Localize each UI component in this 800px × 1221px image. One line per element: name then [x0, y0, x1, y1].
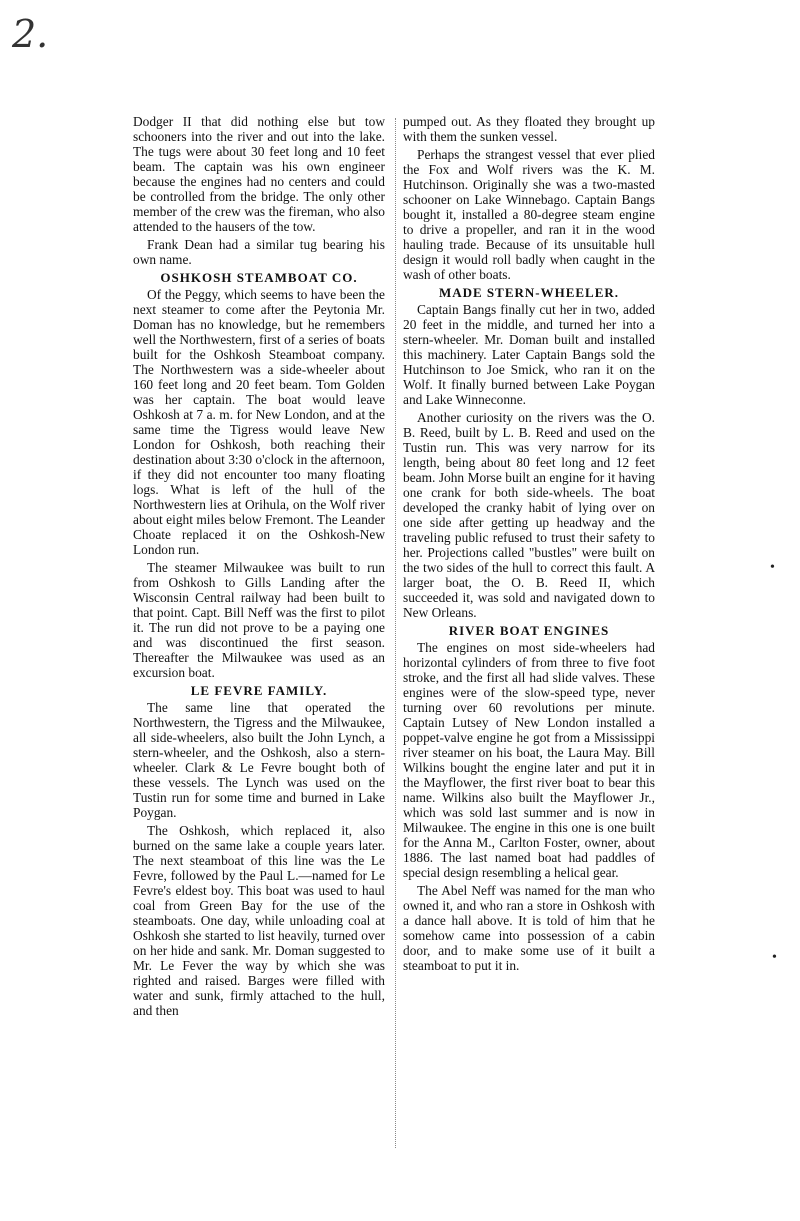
column-divider — [395, 118, 396, 1148]
paragraph: The Abel Neff was named for the man who owned it, and who ran a store in Oshkosh with a dance hall above. It is told of him that he somehow came into possession of a cabin door, and to make some use of it built a steamboat to put it in. — [403, 883, 655, 973]
paragraph: The steamer Milwaukee was built to run from Oshkosh to Gills Landing after the Wisconsin Central railway had been built to that point. Capt. Bill Neff was the first to pilot it. The run did not prove to be a paying one and was discontinued the first season. Thereafter the Milwaukee was used as an excursion boat. — [133, 560, 385, 680]
left-column — [133, 114, 385, 1021]
section-heading: MADE STERN-WHEELER. — [438, 285, 620, 300]
paragraph: pumped out. As they floated they brought up with them the sunken vessel. — [403, 114, 655, 144]
paragraph: Perhaps the strangest vessel that ever plied the Fox and Wolf rivers was the K. M. Hutchinson. Originally she was a two-masted schooner on Lake Winnebago. Captain Bangs bought it, installed a 80-degree steam engine to drive a propeller, and ran it in the wood hauling trade. Because of its unsuitable hull design it would roll badly when caught in the wash of other boats. — [403, 147, 655, 282]
section-heading: OSHKOSH STEAMBOAT CO. — [160, 270, 358, 285]
paragraph: Frank Dean had a similar tug bearing his own name. — [133, 237, 385, 267]
margin-mark: • — [772, 950, 777, 965]
section-heading: RIVER BOAT ENGINES — [448, 623, 610, 638]
paragraph: Dodger II that did nothing else but tow schooners into the river and out into the lake. The tugs were about 30 feet long and 10 feet beam. The captain was his own engineer because the engines had no centers and could be controlled from the bridge. The only other member of the crew was the fireman, who also attended to the hausers of the tow. — [133, 114, 385, 234]
page-number: 2. — [12, 12, 49, 56]
paragraph: The same line that operated the Northwestern, the Tigress and the Milwaukee, all side-wheelers, also built the John Lynch, a stern-wheeler, and the Oshkosh, also a stern-wheeler. Clark & Le Fevre bought both of these vessels. The Lynch was used on the Tustin run for some time and burned in Lake Poygan. — [133, 700, 385, 820]
section-heading: LE FEVRE FAMILY. — [190, 683, 328, 698]
paragraph: Another curiosity on the rivers was the O. B. Reed, built by L. B. Reed and used on the Tustin run. This was very narrow for its length, being about 80 feet long and 12 feet beam. John Morse built an engine for it having one crank for both side-wheels. The boat developed the cranky habit of lying over on one side after getting up headway and the traveling public refused to trust their safety to her. Projections called "bustles" were built on the two sides of the hull to correct this fault. A larger boat, the O. B. Reed II, which succeeded it, was sold and navigated down to New Orleans. — [403, 410, 655, 620]
paragraph: The engines on most side-wheelers had horizontal cylinders of from three to five foot stroke, and the first all had slide valves. These engines were of the slow-speed type, never turning over 60 revolutions per minute. Captain Lutsey of New London installed a poppet-valve engine he got from a Mississippi river steamer on his boat, the Laura May. Bill Wilkins bought the engine later and put it in the Mayflower, the first river boat to bear this name. Wilkins also built the Mayflower Jr., which was sold last summer and is now in Milwaukee. The engine in this one is one built for the Anna M., Carlton Foster, owner, about 1886. The last named boat had paddles of special design resembling a helical gear. — [403, 640, 655, 880]
right-column — [403, 114, 655, 976]
paragraph: The Oshkosh, which replaced it, also burned on the same lake a couple years later. The next steamboat of this line was the Le Fevre, followed by the Paul L.—named for Le Fevre's eldest boy. This boat was used to haul coal from Green Bay for the use of the steamboats. One day, while unloading coal at Oshkosh she started to list heavily, turned over on her hide and sank. Mr. Doman suggested to Mr. Le Fever the way by which she was righted and raised. Barges were filled with water and sunk, firmly attached to the hull, and then — [133, 823, 385, 1018]
margin-mark: • — [770, 560, 775, 575]
paragraph: Captain Bangs finally cut her in two, added 20 feet in the middle, and turned her into a stern-wheeler. Mr. Doman built and installed this machinery. Later Captain Bangs sold the Hutchinson to Joe Smick, who ran it on the Wolf. It finally burned between Lake Poygan and Lake Winneconne. — [403, 302, 655, 407]
paragraph: Of the Peggy, which seems to have been the next steamer to come after the Peytonia Mr. Doman has no knowledge, but he remembers well the Northwestern, first of a series of boats built for the Oshkosh Steamboat company. The Northwestern was a side-wheeler about 160 feet long and 20 feet beam. Tom Golden was her captain. The boat would leave Oshkosh at 7 a. m. for New London, and at the same time the Tigress would leave New London for Oshkosh, both reaching their destination about 3:30 o'clock in the afternoon, if they did not encounter too many floating logs. What is left of the hull of the Northwestern lies at Orihula, on the Wolf river about eight miles below Fremont. The Leander Choate replaced it on the Oshkosh-New London run. — [133, 287, 385, 557]
